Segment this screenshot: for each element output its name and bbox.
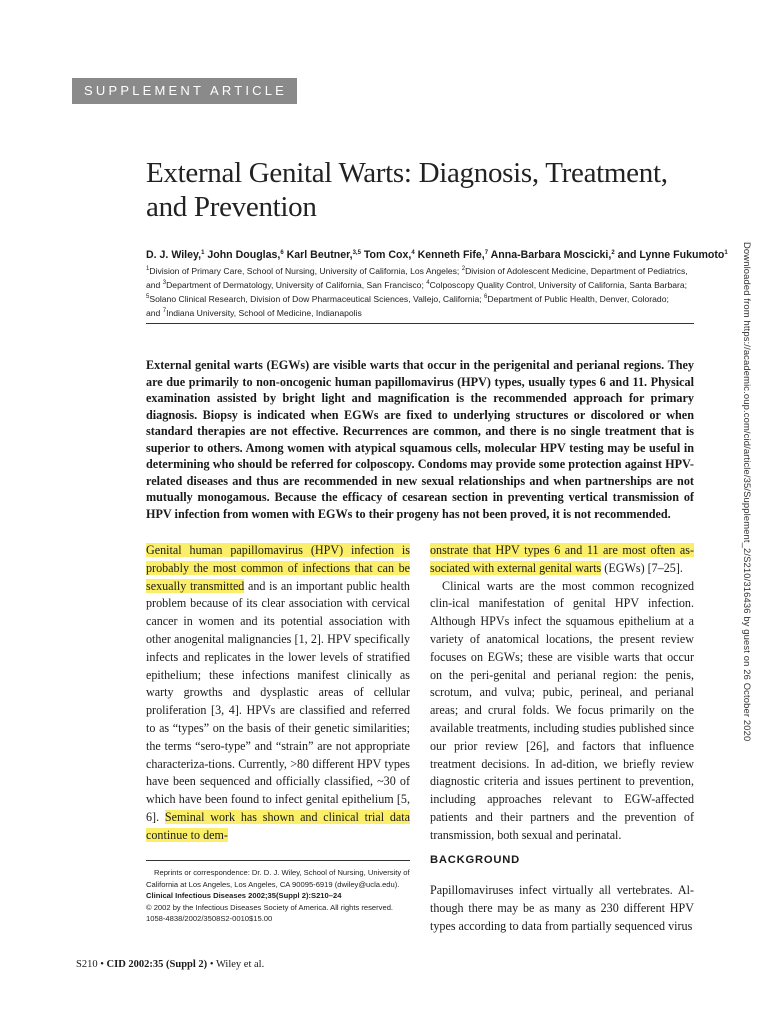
article-title xyxy=(146,156,706,224)
affiliation-text: and xyxy=(146,308,163,318)
highlight-2: Seminal work has shown and clinical trial data continue to dem- xyxy=(146,809,410,842)
footer-bullet: • xyxy=(100,959,104,970)
author-name: D. J. Wiley, xyxy=(146,249,202,261)
author-name: and Lynne Fukumoto xyxy=(614,249,725,261)
intro-paragraph xyxy=(146,542,410,845)
page-number: S210 xyxy=(76,959,98,970)
download-watermark xyxy=(742,242,753,772)
highlight-3: onstrate that HPV types 6 and 11 are most often as-sociated with external genital warts xyxy=(430,543,694,575)
continued-paragraph xyxy=(430,542,694,578)
affiliation-text: and xyxy=(146,280,163,290)
footnote-divider xyxy=(146,860,410,861)
affiliation-text: Division of Adolescent Medicine, Department of Pediatrics, xyxy=(465,266,688,276)
clinical-warts-paragraph: Clinical warts are the most common recognized clin-ical manifestation of genital HPV infection. Although HPVs infect the squamous epithelium at a variety of anatomical locations, the present review focuses on EGWs; these are visible warts that occur on the peri-genital and perianal region: the penis, scrotum, and vulva; pubic, perineal, and perianal areas; and crural folds. We focus primarily on the available treatments, including studies published since our prior review [26], and factors that influence treatment decisions. In ad-dition, we briefly review diagnostic criteria and issues pertinent to prevention, including approaches relevant to EGW-affected patients and their partners and the prevention of transmission, both sexual and perinatal. xyxy=(430,578,694,842)
affiliation-mark: 4 xyxy=(426,280,430,286)
author-affiliation-mark: 3,5 xyxy=(352,250,361,256)
author-affiliation-mark: 7 xyxy=(484,250,489,256)
author-list xyxy=(146,248,728,263)
affiliation-mark: 5 xyxy=(146,294,150,300)
affiliation-mark: 1 xyxy=(146,266,150,272)
affiliation-text: Division of Primary Care, School of Nursing, University of California, Los Angeles; xyxy=(149,266,462,276)
author-name: Karl Beutner, xyxy=(283,249,353,261)
affiliation-line xyxy=(146,292,706,306)
intro-body: and is an important public health problem because of its clear association with cervical cancer in women and its potential association with other anogenital malignancies [1, 2]. HPV specifically infects and replicates in the lower levels of stratified epithelium; these infections manifest clinically as warty growths and dysplastic areas of cellular proliferation [3, 4]. HPVs are classified and referred to as “types” on the basis of their genetic similarities; the terms “sero-type” and “strain” are not appropriate characteriza-tions. Currently, >80 different HPV types have been sequenced and officially classified, ~30 of which have been found to infect genital epithelium [5, 6]. xyxy=(146,578,410,824)
title-line-2: and Prevention xyxy=(146,191,317,223)
page-footer xyxy=(76,959,264,970)
footer-authors: Wiley et al. xyxy=(215,959,265,970)
affiliation-text: Colposcopy Quality Control, University of California, Santa Barbara; xyxy=(429,280,688,290)
author-name: Kenneth Fife, xyxy=(414,249,485,261)
affiliation-mark: 6 xyxy=(484,294,488,300)
affiliation-line xyxy=(146,306,706,320)
footer-journal: CID 2002:35 (Suppl 2) xyxy=(106,959,208,970)
affiliations xyxy=(146,264,706,320)
footer-bullet: • xyxy=(209,959,214,970)
author-affiliation-mark: 6 xyxy=(280,250,284,256)
affiliation-mark: 7 xyxy=(162,308,167,314)
author-name: Anna-Barbara Moscicki, xyxy=(488,249,612,261)
affiliation-text: Solano Clinical Research, Division of Dow Pharmaceutical Sciences, Vallejo, California; xyxy=(149,294,485,304)
affiliation-mark: 3 xyxy=(162,280,167,286)
affiliation-mark: 2 xyxy=(461,266,466,272)
journal-citation: Clinical Infectious Diseases 2002;35(Suppl 2):S210–24 xyxy=(146,891,342,901)
background-paragraph xyxy=(430,882,694,935)
body-column-left xyxy=(146,542,410,845)
author-affiliation-mark: 1 xyxy=(724,250,728,256)
affiliation-line xyxy=(146,278,706,292)
footnote xyxy=(146,867,410,925)
affiliation-text: Department of Dermatology, University of California, San Francisco; xyxy=(166,280,427,290)
author-name: John Douglas, xyxy=(204,249,281,261)
background-heading: BACKGROUND xyxy=(430,854,521,866)
author-affiliation-mark: 1 xyxy=(201,250,205,256)
author-affiliation-mark: 4 xyxy=(411,250,415,256)
title-line-1: External Genital Warts: Diagnosis, Treatment, xyxy=(146,157,668,189)
footnote-line-2: California at Los Angeles, Los Angeles, CA 90095-6919 (dwiley@ucla.edu). xyxy=(146,879,400,889)
footnote-line-1: Reprints or correspondence: Dr. D. J. Wiley, School of Nursing, University of xyxy=(154,868,410,877)
background-text: Papillomaviruses infect virtually all vertebrates. Al-though there may be as many as 230 different HPV types according to data from partially sequenced virus xyxy=(430,883,694,933)
affiliation-line xyxy=(146,264,706,278)
author-name: Tom Cox, xyxy=(360,249,412,261)
download-watermark-text: Downloaded from https://academic.oup.com/cid/article/35/Supplement_2/S210/316436 by guest on 26 October 2020 xyxy=(742,242,753,742)
section-label: SUPPLEMENT ARTICLE xyxy=(72,78,297,104)
issn-line: 1058-4838/2002/3508S2-0010$15.00 xyxy=(146,914,273,924)
body-column-right xyxy=(430,542,694,845)
copyright-line: © 2002 by the Infectious Diseases Society of America. All rights reserved. xyxy=(146,902,394,912)
author-affiliation-mark: 2 xyxy=(611,250,615,256)
affiliation-text: Department of Public Health, Denver, Colorado; xyxy=(487,294,669,304)
abstract: External genital warts (EGWs) are visible warts that occur in the perigenital and perianal regions. They are due primarily to non-oncogenic human papillomavirus (HPV) types, usually types 6 and 11. Physical examination assisted by bright light and magnification is the recommended approach for primary diagnosis. Biopsy is indicated when EGWs are fixed to underlying structures or discolored or when standard therapies are not effective. Recurrences are common, and there is no single treatment that is superior to others. Among women with atypical squamous cells, molecular HPV testing may be useful in determining who should be referred for colposcopy. Condoms may provide some protection against HPV-related diseases and thus are recommended in new sexual relationships and when partnerships are not mutually monogamous. Because the efficacy of cesarean section in preventing vertical transmission of HPV infection from women with EGWs to their progeny has not been proved, it is not recommended. xyxy=(146,358,694,521)
affiliation-text: Indiana University, School of Medicine, Indianapolis xyxy=(166,308,362,318)
header-divider xyxy=(146,323,694,324)
continued-tail: (EGWs) [7–25]. xyxy=(601,560,683,575)
highlight-1: Genital human papillomavirus (HPV) infection is probably the most common of infections that can be sexually transmitted xyxy=(146,543,410,593)
